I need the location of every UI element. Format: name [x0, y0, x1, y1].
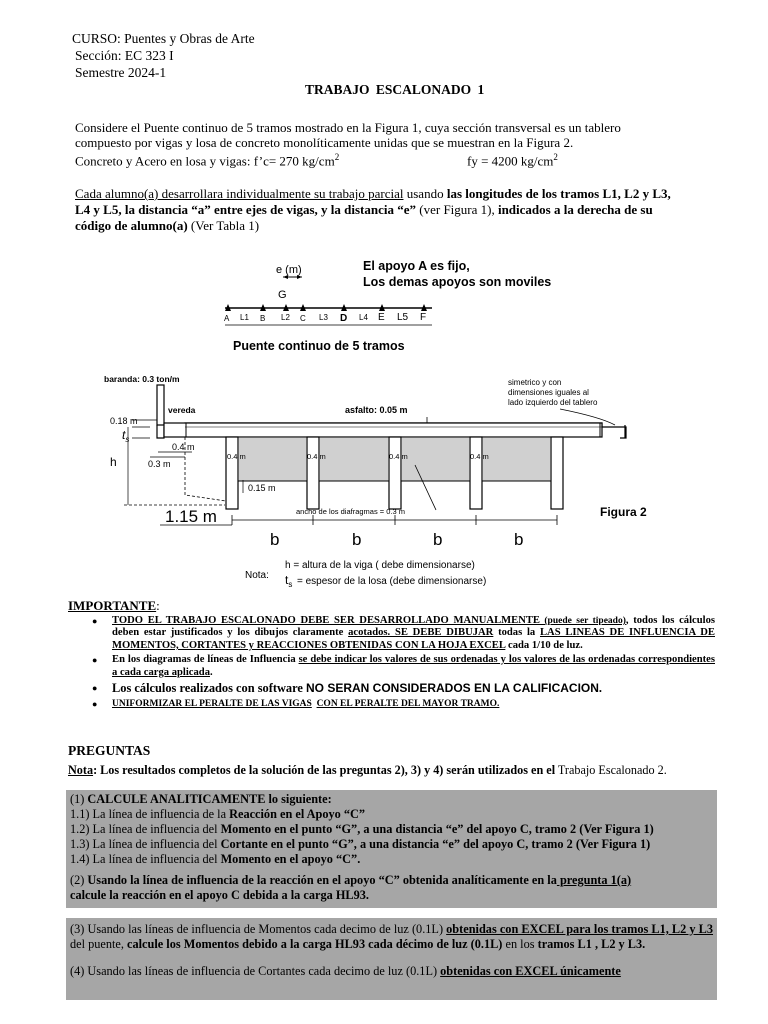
q1-heading: CALCULE ANALITICAMENTE lo siguiente:: [87, 792, 332, 806]
q1-4: [70, 852, 713, 867]
girder-2: [307, 437, 319, 509]
q1-1: [70, 807, 713, 822]
dim-115: 1.15 m: [165, 507, 217, 526]
assignment-spans: las longitudes de los tramos L1, L2 y L3,: [446, 186, 671, 201]
question-box-1: [66, 790, 717, 908]
q3-in: en los: [502, 937, 538, 951]
manual-interval: cada 1/10 de luz.: [505, 639, 583, 651]
support-c-label: C: [300, 314, 306, 323]
semester-line: Semestre 2024-1: [75, 65, 167, 80]
note-text: : Los resultados completos de la solución de las preguntas 2), 3) y 4) serán utilizados en el: [93, 763, 556, 777]
h-label: h: [110, 455, 117, 469]
web-width-4: 0.4 m: [470, 452, 489, 461]
important-colon: :: [156, 598, 160, 613]
q14-lead: 1.4) La línea de influencia del: [70, 852, 221, 866]
questions-heading: PREGUNTAS: [68, 743, 151, 758]
important-heading: [68, 598, 160, 614]
support-d-label: D: [340, 313, 348, 324]
deck-slab: [164, 423, 602, 437]
q13-target: Cortante en el punto “G”, a una distancia “e” del apoyo C, tramo 2 (Ver Figura 1): [220, 837, 651, 851]
span-l2-label: L2: [281, 313, 290, 322]
b-label-1: b: [270, 530, 280, 549]
e-label: e (m): [276, 264, 302, 276]
baranda-label: baranda: 0.3 ton/m: [104, 374, 180, 384]
span-l3-label: L3: [319, 313, 328, 322]
girder-4: [470, 437, 482, 509]
diagrams-end: .: [210, 666, 213, 678]
assignment-code: código de alumno(a): [75, 218, 188, 233]
q13-lead: 1.3) La línea de influencia del: [70, 837, 221, 851]
manual-lines: LAS LINEAS DE INFLUENCIA DE MOMENTOS, CORTANTES y REACCIONES OBTENIDAS CON LA HOJA EXCEL: [112, 627, 715, 651]
diagrams-requirement: se debe indicar los valores de sus ordenadas y los valores de las ordenadas correspondientes a cada carga aplicada: [112, 654, 715, 678]
manual-note: (puede ser tipeado): [539, 616, 626, 626]
important-title: IMPORTANTE: [68, 598, 157, 613]
materials-line: [75, 150, 725, 168]
important-item-software: [90, 681, 715, 696]
fy-sup: 2: [553, 152, 558, 162]
symmetric-note-2: dimensiones iguales al: [508, 388, 589, 397]
dim-03: 0.3 m: [148, 459, 171, 469]
q2-calc: calcule la reacción en el apoyo C debida a la carga HL93.: [70, 888, 369, 902]
q1-title: [70, 792, 713, 807]
dim-018: 0.18 m: [110, 416, 138, 426]
nota-ts-symbol: $t_s$: [285, 573, 293, 589]
assignment-distances: L4 y L5, la distancia “a” entre ejes de vigas, y la distancia “e”: [75, 202, 417, 217]
fc-sup: 2: [334, 152, 340, 162]
fc-value: Concreto y Acero en losa y vigas: f’c= 270 kg/cm: [75, 153, 335, 169]
course-line: CURSO: Puentes y Obras de Arte: [72, 31, 255, 46]
assignment-lead: Cada alumno(a) desarrollara individualmente su trabajo parcial: [75, 186, 404, 201]
q4-excel: obtenidas con EXCEL únicamente: [440, 964, 621, 978]
nota-ts: = espesor de la losa (debe dimensionarse): [297, 576, 487, 587]
b-label-3: b: [433, 530, 443, 549]
nota-label: Nota:: [245, 570, 269, 581]
intro-paragraph: [75, 120, 725, 168]
q2: [70, 873, 713, 903]
symmetric-note-1: simetrico y con: [508, 378, 562, 387]
assignment-text: usando: [403, 186, 447, 201]
software-lead: Los cálculos realizados con software: [112, 681, 306, 696]
figure-1-diagram: [0, 250, 768, 360]
manual-draw: acotados. SE DEBE DIBUJAR: [348, 627, 494, 639]
questions-note: [68, 763, 728, 778]
figure-2-cross-section: [0, 365, 768, 590]
support-a-label: A: [224, 314, 230, 323]
q3-bridge: del puente,: [70, 937, 128, 951]
assignment-right: indicados a la derecha de su: [497, 202, 653, 217]
support-e-label: E: [378, 312, 385, 323]
assignment-table-ref: (Ver Tabla 1): [187, 218, 260, 233]
diaphragm-4: [482, 437, 551, 481]
support-note-2: Los demas apoyos son moviles: [363, 275, 552, 289]
q4: [70, 964, 713, 979]
b-label-4: b: [514, 530, 524, 549]
ts-label: $t_s$: [122, 428, 130, 444]
span-l1-label: L1: [240, 313, 249, 322]
q1-2: [70, 822, 713, 837]
note-label: Nota: [68, 763, 94, 777]
vereda-label: vereda: [168, 405, 196, 415]
girder-1: [226, 437, 238, 509]
manual-all: todas la: [493, 627, 540, 639]
q2-number: (2): [70, 873, 88, 887]
dim-015: 0.15 m: [248, 483, 276, 493]
peralte-lead: UNIFORMIZAR EL PERALTE DE LAS VIGAS: [112, 699, 312, 710]
document-title: TRABAJO ESCALONADO 1: [305, 82, 485, 97]
support-b-label: B: [260, 314, 266, 323]
important-item-manual: [90, 615, 715, 652]
girder-3: [389, 437, 401, 509]
figure-1-caption: Puente continuo de 5 tramos: [233, 339, 405, 353]
q2-ref: pregunta 1(a): [556, 873, 632, 887]
q3: [70, 920, 713, 952]
q12-lead: 1.2) La línea de influencia del: [70, 822, 221, 836]
support-note-1: El apoyo A es fijo,: [363, 259, 470, 273]
q3-spans: tramos L1 , L2 y L3.: [537, 937, 646, 951]
symmetric-note-3: lado izquierdo del tablero: [508, 398, 598, 407]
web-width-3: 0.4 m: [389, 452, 408, 461]
note-end: Trabajo Escalonado 2.: [555, 763, 667, 777]
web-width-2: 0.4 m: [307, 452, 326, 461]
web-width-1: 0.4 m: [227, 452, 246, 461]
diaphragm-3: [401, 437, 470, 481]
g-label: G: [278, 289, 287, 301]
assignment-ref: (ver Figura 1),: [416, 202, 498, 217]
q4-lead: (4) Usando las líneas de influencia de Cortantes cada decimo de luz (0.1L): [70, 964, 441, 978]
q11-lead: 1.1) La línea de influencia de la: [70, 807, 230, 821]
important-list: [90, 615, 715, 712]
q3-lead: (3) Usando las líneas de influencia de Momentos cada decimo de luz (0.1L): [70, 922, 447, 936]
span-l5-label: L5: [397, 312, 409, 323]
q11-target: Reacción en el Apoyo “C”: [229, 807, 366, 821]
intro-line-1: Considere el Puente continuo de 5 tramos mostrado en la Figura 1, cuya sección transversal es un tablero: [75, 120, 621, 135]
diaphragm-2: [319, 437, 389, 481]
diaphragm-1: [238, 437, 307, 481]
important-item-diagrams: [90, 654, 715, 679]
span-l4-label: L4: [359, 313, 368, 322]
q3-excel: obtenidas con EXCEL para los tramos L1, L2 y L3: [446, 922, 713, 936]
q1-3: [70, 837, 713, 852]
figure-2-label: Figura 2: [600, 505, 647, 519]
section-line: Sección: EC 323 I: [75, 48, 174, 63]
nota-h: h = altura de la viga ( debe dimensionarse): [285, 560, 475, 571]
support-f-label: F: [420, 312, 427, 323]
girder-5: [551, 437, 563, 509]
asfalto-label: asfalto: 0.05 m: [345, 405, 408, 415]
q2-text: Usando la línea de influencia de la reacción en el apoyo “C” obtenida analíticamente en la: [87, 873, 557, 887]
q12-target: Momento en el punto “G”, a una distancia “e” del apoyo C, tramo 2 (Ver Figura 1): [220, 822, 654, 836]
software-warning: NO SERAN CONSIDERADOS EN LA CALIFICACION: [306, 681, 599, 696]
q3-calc: calcule los Momentos debido a la carga HL93 cada décimo de luz (0.1L): [127, 937, 503, 951]
diaphragm-width-note: ancho de los diafragmas = 0.3 m: [296, 507, 406, 516]
fy-value: fy = 4200 kg/cm: [467, 153, 554, 169]
intro-line-2: compuesto por vigas y losa de concreto monolíticamente unidas que se muestran en la Figura 2.: [75, 135, 574, 150]
dim-04: 0.4 m: [172, 442, 195, 452]
important-item-peralte: [90, 698, 715, 710]
q1-number: (1): [70, 792, 88, 806]
q14-target: Momento en el apoyo “C”.: [220, 852, 361, 866]
manual-text: TODO EL TRABAJO ESCALONADO DEBE SER DESARROLLADO MANUALMENTE: [112, 615, 540, 626]
baranda-post: [157, 385, 164, 425]
question-box-2: [66, 918, 717, 1000]
peralte-end: CON EL PERALTE DEL MAYOR TRAMO.: [316, 699, 500, 710]
assignment-paragraph: [75, 186, 725, 234]
diagrams-lead: En los diagramas de líneas de Influencia: [112, 654, 299, 666]
b-label-2: b: [352, 530, 362, 549]
manual-justify: , todos los cálculos deben estar justificados y los dibujos claramente: [112, 615, 715, 639]
software-end: .: [598, 681, 603, 696]
